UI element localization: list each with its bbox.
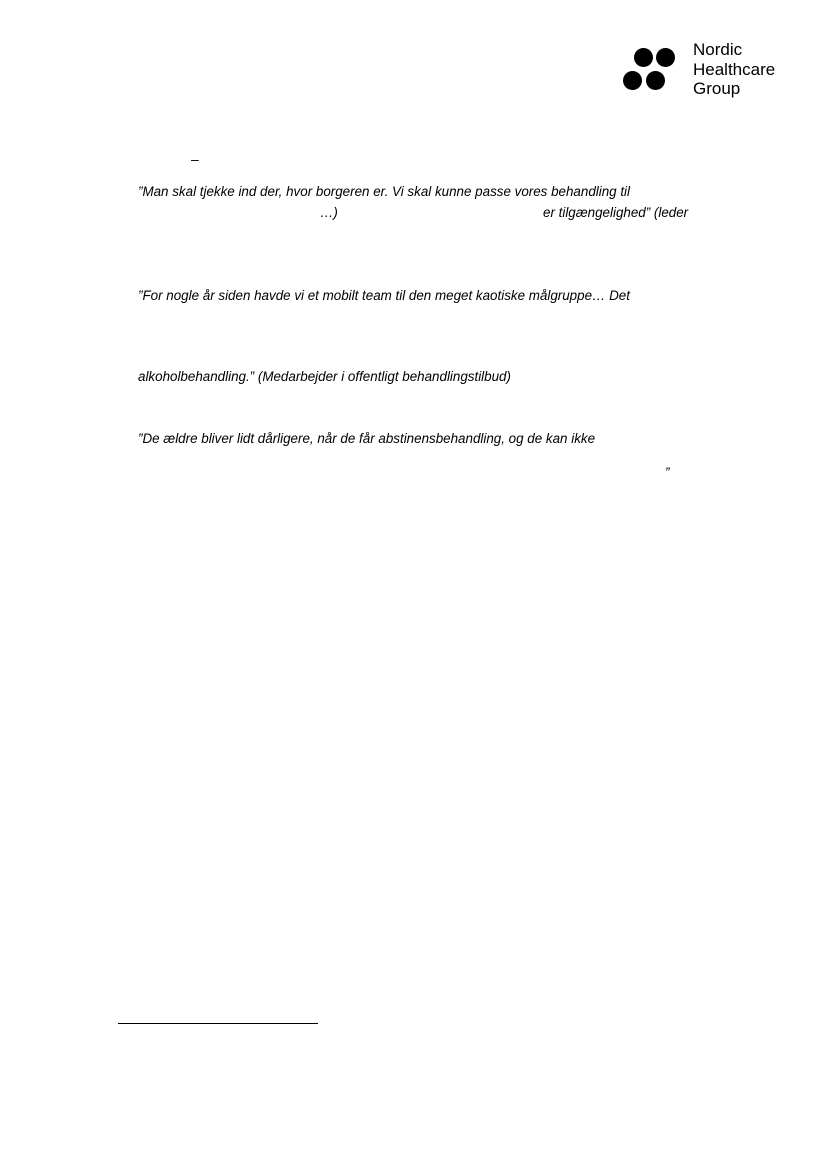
nordic-healthcare-group-logo	[622, 40, 797, 100]
quote-3-line-1: ”De ældre bliver lidt dårligere, når de får abstinensbehandling, og de kan ikke	[138, 431, 596, 446]
logo-wordmark	[693, 40, 775, 99]
logo-line-3: Group	[693, 79, 741, 98]
quote-2-line-1: ”For nogle år siden havde vi et mobilt team til den meget kaotiske målgruppe… Det	[138, 288, 630, 303]
footnote-separator	[118, 1023, 318, 1024]
logo-line-1: Nordic	[693, 40, 743, 59]
logo-line-2: Healthcare	[693, 59, 776, 79]
quote-1-fragment-b: er tilgængelighed” (leder	[543, 205, 689, 220]
quote-1-fragment-a: …)	[320, 205, 338, 220]
logo-dot	[646, 71, 665, 90]
quote-2-last-line: alkoholbehandling.” (Medarbejder i offentligt behandlingstilbud)	[138, 369, 511, 384]
logo-dot	[656, 48, 675, 67]
logo-dots-icon	[622, 44, 678, 94]
quote-3-closing-mark: ”	[665, 465, 670, 480]
heading-dash: –	[191, 151, 199, 167]
logo-dot	[623, 71, 642, 90]
logo-dot	[634, 48, 653, 67]
quote-1-line-1: ”Man skal tjekke ind der, hvor borgeren er. Vi skal kunne passe vores behandling til	[138, 184, 631, 199]
